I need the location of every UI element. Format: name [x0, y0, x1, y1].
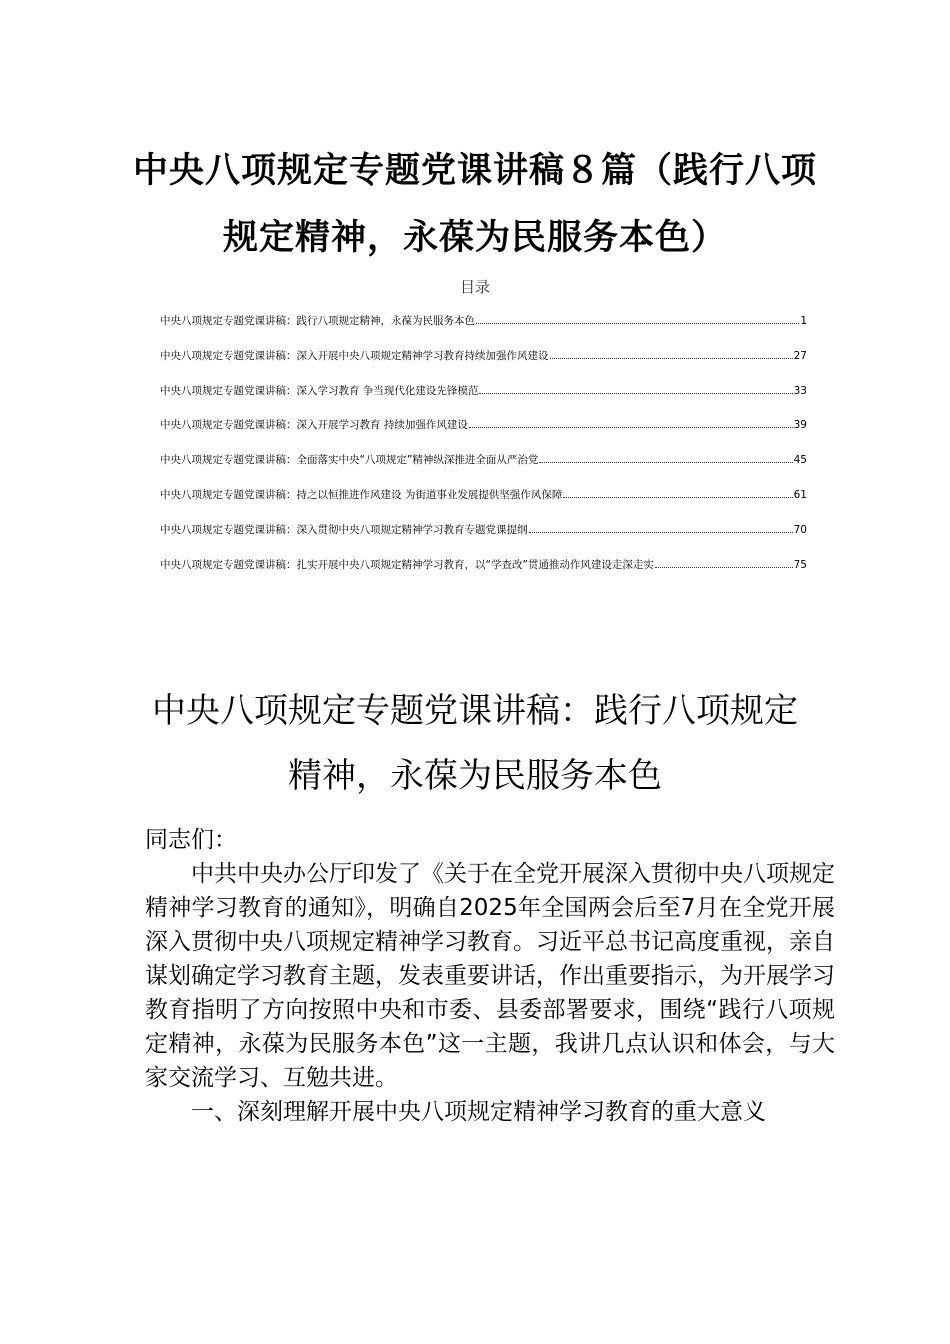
toc-entry[interactable]: [160, 310, 807, 345]
toc-entry[interactable]: [160, 484, 807, 519]
toc-entry[interactable]: [160, 554, 807, 589]
toc-leader: [476, 310, 799, 324]
toc-entry-page: 1: [800, 315, 807, 327]
toc-entry-page: 75: [793, 558, 807, 571]
toc-entry-text: 中央八项规定专题党课讲稿：深入贯彻中央八项规定精神学习教育专题党课提纲: [160, 523, 528, 536]
toc-entry-text: 中央八项规定专题党课讲稿：持之以恒推进作风建设 为街道事业发展提供坚强作风保障: [160, 488, 563, 501]
heading-level-1: 一、深刻理解开展中央八项规定精神学习教育的重大意义: [191, 1099, 766, 1125]
toc-entry-text: 中央八项规定专题党课讲稿：践行八项规定精神，永葆为民服务本色: [160, 315, 475, 327]
toc-entry-text: 中央八项规定专题党课讲稿：深入学习教育 争当现代化建设先锋模范: [160, 384, 479, 397]
toc-entry-text: 中央八项规定专题党课讲稿：扎实开展中央八项规定精神学习教育，以“学查改”贯通推动作风建设走深走实: [160, 558, 654, 571]
toc-entry-text: 中央八项规定专题党课讲稿：深入开展学习教育 持续加强作风建设: [160, 419, 468, 432]
body-text: [145, 823, 835, 1129]
toc-leader: [563, 484, 792, 498]
toc-entry-page: 39: [793, 419, 807, 432]
toc-entry[interactable]: [160, 414, 807, 449]
toc-leader: [539, 449, 792, 463]
document-title: 中央八项规定专题党课讲稿８篇（践行八项规定精神，永葆为民服务本色）: [132, 151, 817, 258]
toc-entry-page: 33: [793, 384, 807, 397]
section-title: 中央八项规定专题党课讲稿：践行八项规定精神，永葆为民服务本色: [152, 690, 798, 796]
toc-entry[interactable]: [160, 449, 807, 484]
toc-entry-page: 70: [793, 523, 807, 536]
toc-leader: [550, 345, 793, 359]
paragraph: 中共中央办公厅印发了《关于在全党开展深入贯彻中央八项规定精神学习教育的通知》，明确自2025年全国两会后至7月在全党开展深入贯彻中央八项规定精神学习教育。习近平总书记高度重视，亲自谋划确定学习教育主题，发表重要讲话，作出重要指示，为开展学习教育指明了方向按照中央和市委、县委部署要求，围绕“践行八项规定精神，永葆为民服务本色”这一主题，我讲几点认识和体会，与大家交流学习、互勉共进。: [145, 861, 835, 1091]
toc-entry-text: 中央八项规定专题党课讲稿：深入开展中央八项规定精神学习教育持续加强作风建设: [160, 349, 549, 362]
toc-entry-text: 中央八项规定专题党课讲稿：全面落实中央“八项规定”精神纵深推进全面从严治党: [160, 454, 539, 467]
toc-heading: 目录: [459, 278, 490, 296]
toc-leader: [469, 414, 793, 428]
toc-leader: [529, 519, 793, 533]
toc-entry-page: 45: [793, 454, 807, 467]
toc-leader: [479, 380, 792, 394]
table-of-contents: [160, 310, 807, 588]
toc-leader: [655, 554, 793, 568]
toc-entry[interactable]: [160, 380, 807, 415]
toc-entry-page: 61: [793, 488, 807, 501]
toc-entry-page: 27: [793, 349, 807, 362]
toc-entry[interactable]: [160, 519, 807, 554]
greeting: 同志们：: [145, 827, 237, 853]
toc-entry[interactable]: [160, 345, 807, 380]
